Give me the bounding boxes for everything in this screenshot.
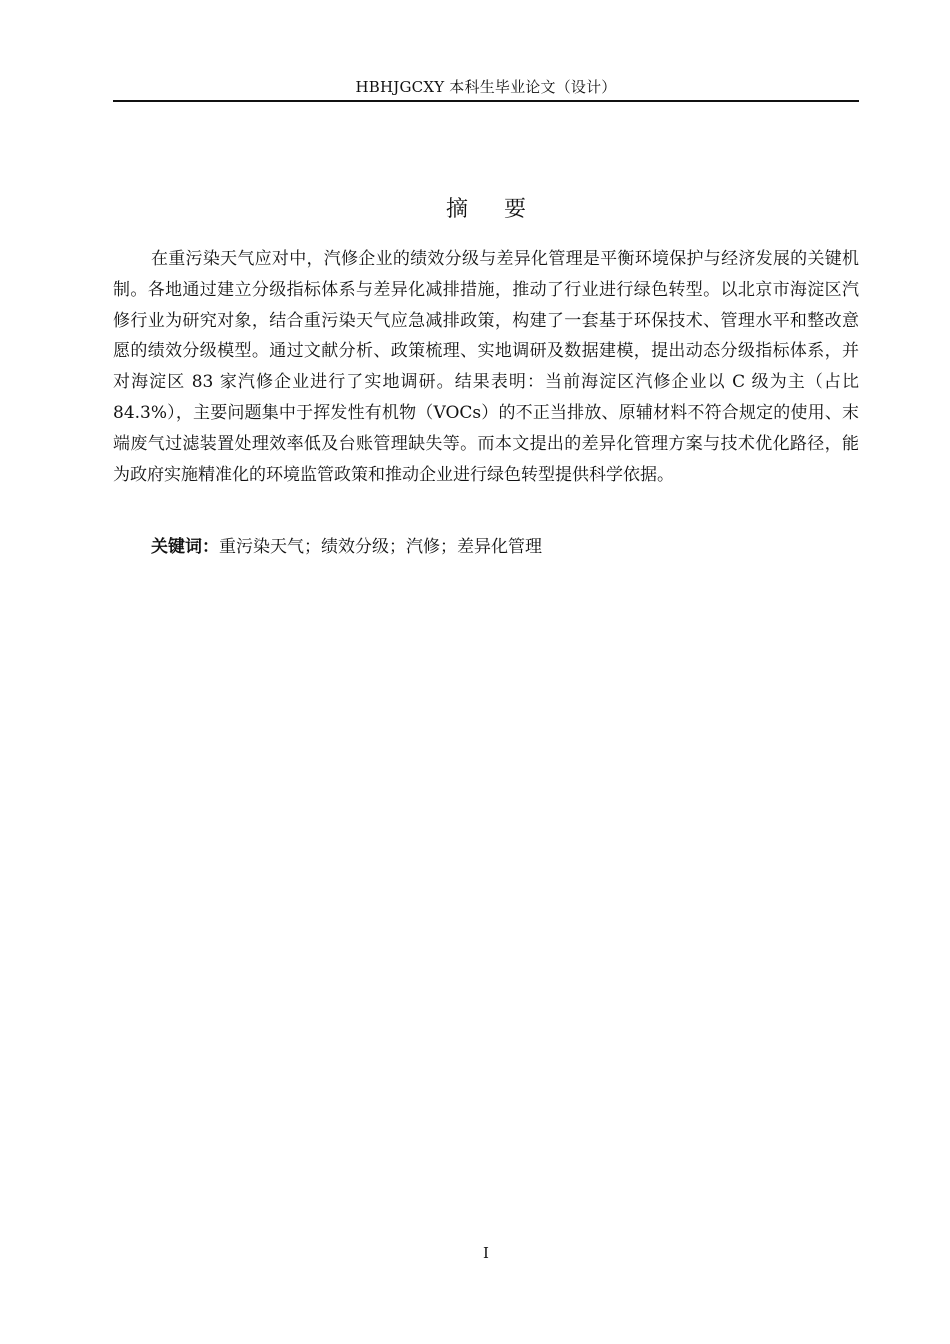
keywords-value: 重污染天气；绩效分级；汽修；差异化管理 [219,537,542,557]
abstract-title: 摘要 [445,196,562,222]
page-number: I [483,1244,489,1262]
header-divider [113,100,859,102]
keywords-line [113,532,859,562]
abstract-body: 在重污染天气应对中，汽修企业的绩效分级与差异化管理是平衡环境保护与经济发展的关键机制。各地通过建立分级指标体系与差异化减排措施，推动了行业进行绿色转型。以北京市海淀区汽修行业为研究对象，结合重污染天气应急减排政策，构建了一套基于环保技术、管理水平和整改意愿的绩效分级模型。通过文献分析、政策梳理、实地调研及数据建模，提出动态分级指标体系，并对海淀区 83 家汽修企业进行了实地调研。结果表明：当前海淀区汽修企业以 C 级为主（占比 84.3%），主要问题集中于挥发性有机物（VOCs）的不正当排放、原辅材料不符合规定的使用、末端废气过滤装置处理效率低及台账管理缺失等。而本文提出的差异化管理方案与技术优化路径，能为政府实施精准化的环境监管政策和推动企业进行绿色转型提供科学依据。 [113,249,859,485]
keywords-label: 关键词： [151,537,219,557]
page-header: HBHJGCXY 本科生毕业论文（设计） [355,78,617,96]
